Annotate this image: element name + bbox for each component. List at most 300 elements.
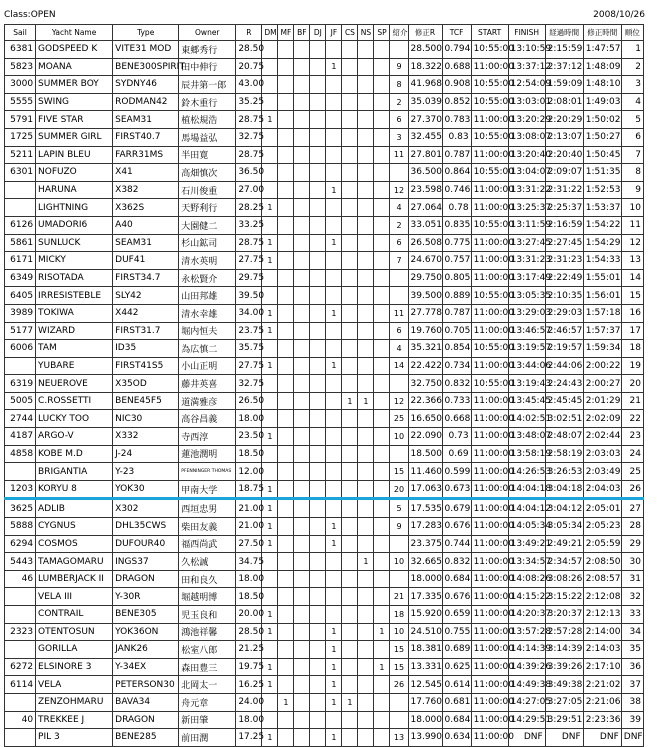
flag-cell <box>342 428 358 446</box>
rank-cell: 36 <box>621 658 643 676</box>
flag-cell <box>358 216 374 234</box>
rank-cell: 31 <box>621 570 643 588</box>
table-row <box>5 375 644 393</box>
start-cell: 10:55:00 <box>471 41 508 59</box>
corrected-time-cell: 1:47:57 <box>583 41 621 59</box>
flag-cell: 4 <box>390 340 408 358</box>
rating-cell: 35.25 <box>236 93 262 111</box>
owner-cell: 石川俊重 <box>179 181 236 199</box>
yacht-name-cell: TREKKEE J <box>36 711 113 729</box>
finish-cell: 13:19:43 <box>508 375 545 393</box>
elapsed-cell: 3:04:18 <box>545 480 583 499</box>
start-cell: 10:55:00 <box>471 128 508 146</box>
yacht-name-cell: KOBE M.D <box>36 445 113 463</box>
flag-cell <box>262 693 278 711</box>
rank-cell: 3 <box>621 76 643 94</box>
elapsed-cell: 2:27:45 <box>545 234 583 252</box>
flag-cell <box>342 287 358 305</box>
flag-cell <box>278 553 294 571</box>
flag-cell <box>358 480 374 499</box>
sail-cell <box>5 199 36 217</box>
type-cell: X442 <box>113 304 179 322</box>
flag-cell <box>278 606 294 624</box>
flag-cell <box>294 164 310 182</box>
flag-cell <box>310 480 326 499</box>
flag-cell <box>262 340 278 358</box>
column-header: DM <box>262 25 278 41</box>
flag-cell <box>294 553 310 571</box>
rating-cell: 18.50 <box>236 588 262 606</box>
flag-cell <box>342 128 358 146</box>
flag-cell <box>278 287 294 305</box>
flag-cell <box>294 199 310 217</box>
flag-cell <box>278 111 294 129</box>
flag-cell <box>310 606 326 624</box>
flag-cell: 1 <box>326 58 342 76</box>
flag-cell <box>374 729 390 747</box>
corrected-time-cell: 1:57:37 <box>583 322 621 340</box>
flag-cell <box>278 304 294 322</box>
rating-cell: 27.75 <box>236 357 262 375</box>
flag-cell <box>262 93 278 111</box>
corrected-rating-cell: 27.370 <box>408 111 442 129</box>
type-cell: FIRST31.7 <box>113 322 179 340</box>
elapsed-cell: 2:31:23 <box>545 252 583 270</box>
flag-cell: 6 <box>390 111 408 129</box>
column-header: TCF <box>442 25 471 41</box>
column-header: DJ <box>310 25 326 41</box>
table-row <box>5 499 644 518</box>
flag-cell <box>310 623 326 641</box>
rank-cell: 4 <box>621 93 643 111</box>
flag-cell: 1 <box>262 606 278 624</box>
elapsed-cell: 3:02:51 <box>545 410 583 428</box>
corrected-time-cell: 2:03:49 <box>583 463 621 481</box>
flag-cell <box>294 693 310 711</box>
flag-cell <box>358 41 374 59</box>
flag-cell <box>278 410 294 428</box>
yacht-name-cell: GODSPEED K <box>36 41 113 59</box>
flag-cell: 4 <box>390 199 408 217</box>
flag-cell <box>390 535 408 553</box>
start-cell: 10:55:00 <box>471 340 508 358</box>
elapsed-cell: 3:26:53 <box>545 463 583 481</box>
corrected-time-cell: 2:05:01 <box>583 499 621 518</box>
corrected-time-cell: 2:12:13 <box>583 606 621 624</box>
corrected-time-cell: 1:59:34 <box>583 340 621 358</box>
elapsed-cell: 3:08:26 <box>545 570 583 588</box>
tcf-cell: 0.794 <box>442 41 471 59</box>
type-cell: INGS37 <box>113 553 179 571</box>
sail-cell: 6319 <box>5 375 36 393</box>
rank-cell: 26 <box>621 480 643 499</box>
rating-cell: 17.25 <box>236 729 262 747</box>
start-cell: 10:55:00 <box>471 375 508 393</box>
rating-cell: 26.50 <box>236 392 262 410</box>
flag-cell <box>262 392 278 410</box>
start-cell: 11:00:00 <box>471 58 508 76</box>
start-cell: 11:00:00 <box>471 146 508 164</box>
flag-cell <box>294 128 310 146</box>
type-cell: BENE285 <box>113 729 179 747</box>
table-row <box>5 392 644 410</box>
tcf-cell: 0.889 <box>442 287 471 305</box>
type-cell: ID35 <box>113 340 179 358</box>
column-header: Sail <box>5 25 36 41</box>
flag-cell <box>342 375 358 393</box>
type-cell: X302 <box>113 499 179 518</box>
flag-cell <box>294 445 310 463</box>
flag-cell: 1 <box>262 658 278 676</box>
tcf-cell: 0.734 <box>442 357 471 375</box>
corrected-time-cell: 1:54:33 <box>583 252 621 270</box>
owner-cell: 清水幸雄 <box>179 304 236 322</box>
type-cell: VITE31 MOD <box>113 41 179 59</box>
flag-cell <box>342 641 358 659</box>
corrected-rating-cell: 18.500 <box>408 445 442 463</box>
flag-cell <box>294 410 310 428</box>
rank-cell: 1 <box>621 41 643 59</box>
finish-cell: 13:11:59 <box>508 216 545 234</box>
elapsed-cell: 2:13:07 <box>545 128 583 146</box>
rating-cell: 28.25 <box>236 199 262 217</box>
elapsed-cell: 3:20:37 <box>545 606 583 624</box>
corrected-time-cell: 1:50:27 <box>583 128 621 146</box>
flag-cell <box>342 76 358 94</box>
flag-cell <box>278 181 294 199</box>
flag-cell <box>358 570 374 588</box>
flag-cell <box>374 676 390 694</box>
rating-cell: 24.00 <box>236 693 262 711</box>
table-row <box>5 711 644 729</box>
flag-cell <box>390 41 408 59</box>
flag-cell <box>278 58 294 76</box>
flag-cell <box>374 181 390 199</box>
owner-cell: 永松賢介 <box>179 269 236 287</box>
sail-cell <box>5 641 36 659</box>
corrected-rating-cell: 18.322 <box>408 58 442 76</box>
start-cell: 11:00:00 <box>471 480 508 499</box>
flag-cell <box>262 41 278 59</box>
yacht-name-cell: VELA <box>36 676 113 694</box>
finish-cell: 14:02:51 <box>508 410 545 428</box>
flag-cell: 2 <box>390 93 408 111</box>
tcf-cell: 0.684 <box>442 711 471 729</box>
corrected-time-cell: 2:00:27 <box>583 375 621 393</box>
flag-cell: 2 <box>390 216 408 234</box>
corrected-time-cell: 2:21:02 <box>583 676 621 694</box>
sail-cell: 6114 <box>5 676 36 694</box>
rank-cell: 14 <box>621 269 643 287</box>
type-cell: A40 <box>113 216 179 234</box>
corrected-rating-cell: 32.455 <box>408 128 442 146</box>
flag-cell <box>374 641 390 659</box>
table-row <box>5 428 644 446</box>
flag-cell <box>342 553 358 571</box>
flag-cell <box>342 480 358 499</box>
sail-cell <box>5 729 36 747</box>
yacht-name-cell: KORYU 8 <box>36 480 113 499</box>
rating-cell: 28.50 <box>236 41 262 59</box>
owner-cell: 柴田友義 <box>179 518 236 536</box>
flag-cell: 26 <box>390 676 408 694</box>
flag-cell <box>326 164 342 182</box>
corrected-time-cell: 1:51:35 <box>583 164 621 182</box>
flag-cell <box>278 729 294 747</box>
rating-cell: 29.75 <box>236 269 262 287</box>
flag-cell <box>262 588 278 606</box>
flag-cell: 20 <box>390 480 408 499</box>
flag-cell <box>294 518 310 536</box>
rank-cell: 38 <box>621 693 643 711</box>
elapsed-cell: 2:25:37 <box>545 199 583 217</box>
elapsed-cell: 3:04:12 <box>545 499 583 518</box>
corrected-rating-cell: 22.366 <box>408 392 442 410</box>
flag-cell <box>390 711 408 729</box>
table-row <box>5 553 644 571</box>
corrected-time-cell: 2:00:22 <box>583 357 621 375</box>
table-header-row <box>5 25 644 41</box>
finish-cell: 13:44:06 <box>508 357 545 375</box>
flag-cell <box>374 269 390 287</box>
flag-cell <box>310 269 326 287</box>
flag-cell <box>342 146 358 164</box>
flag-cell <box>326 287 342 305</box>
flag-cell <box>278 164 294 182</box>
owner-cell: 堀内恒夫 <box>179 322 236 340</box>
flag-cell <box>374 553 390 571</box>
owner-cell: 久松誠 <box>179 553 236 571</box>
yacht-name-cell: BRIGANTIA <box>36 463 113 481</box>
rank-cell: 19 <box>621 357 643 375</box>
yacht-name-cell: TOKIWA <box>36 304 113 322</box>
flag-cell <box>262 570 278 588</box>
owner-cell: 田中伸行 <box>179 58 236 76</box>
flag-cell: 11 <box>390 146 408 164</box>
flag-cell <box>294 41 310 59</box>
flag-cell <box>374 216 390 234</box>
table-row <box>5 93 644 111</box>
corrected-time-cell: 1:54:29 <box>583 234 621 252</box>
rank-cell: 25 <box>621 463 643 481</box>
flag-cell <box>310 711 326 729</box>
sail-cell: 5005 <box>5 392 36 410</box>
finish-cell: 13:27:45 <box>508 234 545 252</box>
elapsed-cell: 2:16:59 <box>545 216 583 234</box>
tcf-cell: 0.679 <box>442 499 471 518</box>
owner-cell: 大園健二 <box>179 216 236 234</box>
rank-cell: 23 <box>621 428 643 446</box>
flag-cell <box>278 480 294 499</box>
rating-cell: 35.75 <box>236 340 262 358</box>
yacht-name-cell: GORILLA <box>36 641 113 659</box>
column-header: R <box>236 25 262 41</box>
flag-cell: 1 <box>262 729 278 747</box>
flag-cell <box>262 269 278 287</box>
flag-cell <box>358 322 374 340</box>
flag-cell <box>278 535 294 553</box>
finish-cell: 13:46:57 <box>508 322 545 340</box>
flag-cell <box>358 252 374 270</box>
sail-cell <box>5 606 36 624</box>
start-cell: 11:00:00 <box>471 304 508 322</box>
flag-cell: 1 <box>358 392 374 410</box>
rank-cell: 10 <box>621 199 643 217</box>
rank-cell: 21 <box>621 392 643 410</box>
flag-cell <box>374 392 390 410</box>
flag-cell <box>278 234 294 252</box>
tcf-cell: 0.681 <box>442 693 471 711</box>
flag-cell <box>326 216 342 234</box>
rank-cell: 30 <box>621 553 643 571</box>
table-row <box>5 181 644 199</box>
elapsed-cell: 3:15:22 <box>545 588 583 606</box>
flag-cell <box>358 535 374 553</box>
flag-cell <box>374 252 390 270</box>
flag-cell: 15 <box>390 463 408 481</box>
flag-cell <box>294 463 310 481</box>
elapsed-cell: 3:39:26 <box>545 658 583 676</box>
owner-cell: 小山正明 <box>179 357 236 375</box>
type-cell: FIRST41S5 <box>113 357 179 375</box>
flag-cell <box>310 76 326 94</box>
rating-cell: 28.75 <box>236 111 262 129</box>
sail-cell: 5177 <box>5 322 36 340</box>
finish-cell: 13:45:45 <box>508 392 545 410</box>
yacht-name-cell: VELA III <box>36 588 113 606</box>
flag-cell <box>326 428 342 446</box>
owner-cell: PFENNINGER THOMAS <box>179 463 236 481</box>
yacht-name-cell: PIL 3 <box>36 729 113 747</box>
sail-cell <box>5 463 36 481</box>
flag-cell <box>342 410 358 428</box>
yacht-name-cell: ARGO-V <box>36 428 113 446</box>
flag-cell: 1 <box>262 304 278 322</box>
flag-cell <box>374 287 390 305</box>
rating-cell: 21.00 <box>236 499 262 518</box>
rating-cell: 27.75 <box>236 252 262 270</box>
flag-cell <box>310 357 326 375</box>
corrected-time-cell: 2:21:06 <box>583 693 621 711</box>
flag-cell <box>358 304 374 322</box>
flag-cell <box>310 234 326 252</box>
finish-cell: 13:37:12 <box>508 58 545 76</box>
sail-cell: 5861 <box>5 234 36 252</box>
tcf-cell: 0.783 <box>442 111 471 129</box>
flag-cell <box>358 606 374 624</box>
owner-cell: 北岡太一 <box>179 676 236 694</box>
flag-cell <box>358 518 374 536</box>
start-cell: 11:00:00 <box>471 357 508 375</box>
owner-cell: 福西尚武 <box>179 535 236 553</box>
flag-cell <box>278 216 294 234</box>
flag-cell: 12 <box>390 392 408 410</box>
flag-cell <box>374 518 390 536</box>
corrected-rating-cell: 32.665 <box>408 553 442 571</box>
tcf-cell: 0.83 <box>442 128 471 146</box>
flag-cell <box>358 128 374 146</box>
elapsed-cell: 3:14:39 <box>545 641 583 659</box>
table-row <box>5 146 644 164</box>
flag-cell <box>374 535 390 553</box>
flag-cell <box>294 111 310 129</box>
rank-cell: 28 <box>621 518 643 536</box>
sail-cell: 3989 <box>5 304 36 322</box>
flag-cell: 1 <box>326 641 342 659</box>
tcf-cell: 0.744 <box>442 535 471 553</box>
flag-cell <box>278 499 294 518</box>
tcf-cell: 0.852 <box>442 93 471 111</box>
owner-cell: 東郷秀行 <box>179 41 236 59</box>
table-row <box>5 693 644 711</box>
rating-cell: 23.75 <box>236 322 262 340</box>
elapsed-cell: 1:59:09 <box>545 76 583 94</box>
flag-cell <box>342 588 358 606</box>
flag-cell <box>326 322 342 340</box>
finish-cell: 13:29:03 <box>508 304 545 322</box>
flag-cell <box>310 111 326 129</box>
flag-cell <box>374 711 390 729</box>
sail-cell: 5791 <box>5 111 36 129</box>
flag-cell: 1 <box>262 357 278 375</box>
finish-cell: 13:31:22 <box>508 181 545 199</box>
corrected-time-cell: 1:56:01 <box>583 287 621 305</box>
flag-cell <box>374 570 390 588</box>
corrected-rating-cell: 33.051 <box>408 216 442 234</box>
flag-cell <box>390 269 408 287</box>
flag-cell <box>278 641 294 659</box>
flag-cell <box>326 570 342 588</box>
corrected-rating-cell: 24.670 <box>408 252 442 270</box>
flag-cell: 13 <box>390 729 408 747</box>
column-header: 修正時間 <box>583 25 621 41</box>
flag-cell <box>262 375 278 393</box>
sail-cell: 3625 <box>5 499 36 518</box>
flag-cell <box>262 463 278 481</box>
start-cell: 11:00:00 <box>471 111 508 129</box>
owner-cell: 為広慎二 <box>179 340 236 358</box>
flag-cell: 1 <box>326 234 342 252</box>
flag-cell <box>294 58 310 76</box>
owner-cell: 藤井英喜 <box>179 375 236 393</box>
flag-cell <box>294 499 310 518</box>
elapsed-cell: 3:29:51 <box>545 711 583 729</box>
finish-cell: 13:04:07 <box>508 164 545 182</box>
rank-cell: 37 <box>621 676 643 694</box>
corrected-time-cell: 1:48:10 <box>583 76 621 94</box>
corrected-time-cell: 2:02:44 <box>583 428 621 446</box>
flag-cell <box>294 375 310 393</box>
tcf-cell: 0.755 <box>442 623 471 641</box>
rating-cell: 12.00 <box>236 463 262 481</box>
flag-cell <box>326 269 342 287</box>
rank-cell: 32 <box>621 588 643 606</box>
sail-cell: 1203 <box>5 480 36 499</box>
type-cell: X332 <box>113 428 179 446</box>
start-cell: 10:55:00 <box>471 93 508 111</box>
elapsed-cell: 2:37:12 <box>545 58 583 76</box>
flag-cell <box>294 588 310 606</box>
rank-cell: 24 <box>621 445 643 463</box>
flag-cell <box>374 58 390 76</box>
rating-cell: 20.00 <box>236 606 262 624</box>
sail-cell: 46 <box>5 570 36 588</box>
rank-cell: 39 <box>621 711 643 729</box>
yacht-name-cell: COSMOS <box>36 535 113 553</box>
table-row <box>5 729 644 747</box>
corrected-time-cell: 1:55:01 <box>583 269 621 287</box>
flag-cell: 1 <box>262 111 278 129</box>
